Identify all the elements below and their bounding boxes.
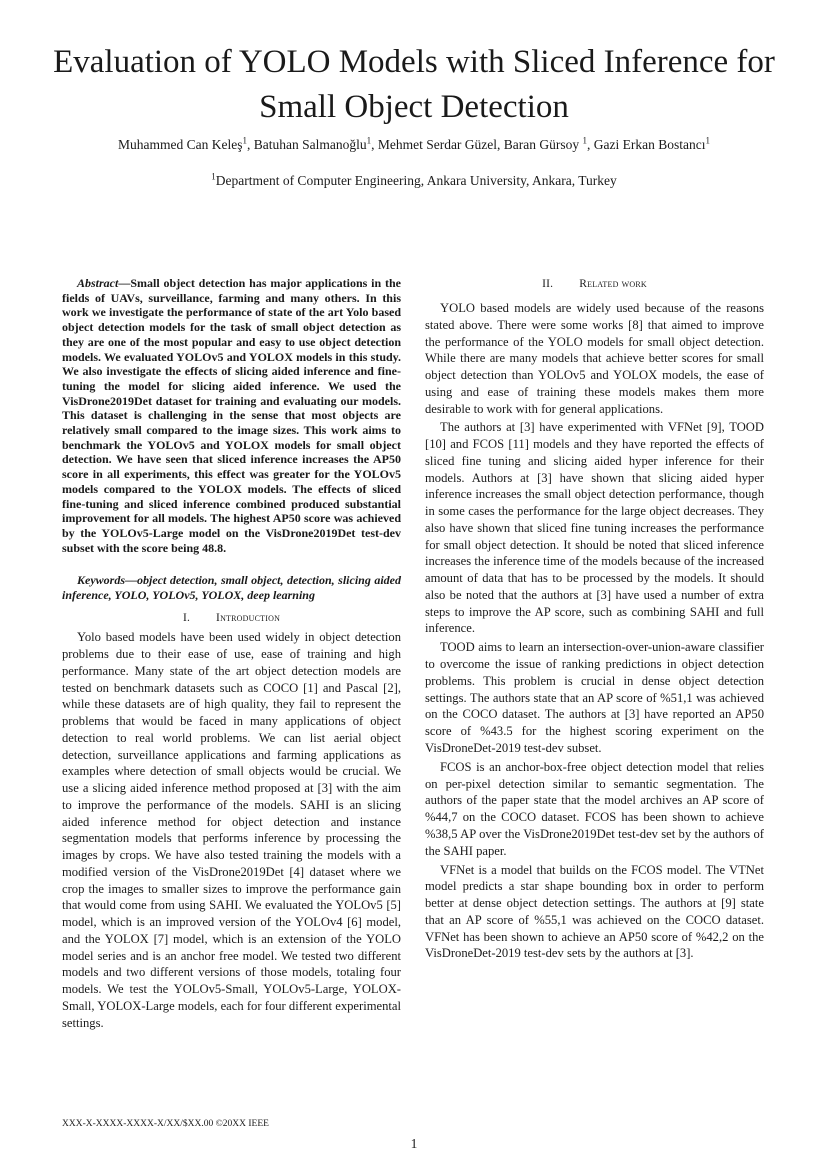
section-heading-related-work — [425, 276, 764, 292]
section-number: I. — [182, 612, 191, 625]
author-name: Muhammed Can Keleş — [117, 137, 243, 152]
section-title: Introduction — [216, 612, 281, 625]
author-list: Muhammed Can Keleş$^1$, Batuhan Salmanoğlu$^1$, Mehmet Serdar Güzel, Baran Gürsoy $^1$, Gazi Erkan Bostancı$^1$ — [117, 135, 710, 152]
keywords-dash: — — [125, 573, 137, 588]
author-name: Batuhan Salmanoğlu — [253, 137, 367, 152]
abstract-lead: Abstract — [77, 276, 119, 290]
page-number: 1 — [410, 1136, 418, 1151]
affiliation-text: Department of Computer Engineering, Ankara University, Ankara, Turkey — [215, 173, 617, 188]
abstract — [62, 276, 401, 555]
paragraph: VFNet is a model that builds on the FCOS model. The VTNet model predicts a star shape bounding box in order to perform better at dense object detection settings. The authors at [9] state that an AP score of %55,1 was achieved on the COCO dataset. VFNet has been shown to achieve an AP50 score of %42,2 on the VisDroneDet-2019 test-dev sets by the authors at [3]. — [425, 862, 764, 961]
paragraph: YOLO based models are widely used because of the reasons stated above. There were some works [8] that aimed to improve the performance of the YOLO models for small object detection. While there are many models that achieve better scores for small object detection than YOLOv5 and YOLOX models, the ease of using and ease of training these models makes them more desirable to work with for general applications. — [425, 301, 764, 416]
paragraph: FCOS is an anchor-box-free object detection model that relies on per-pixel detection similar to semantic segmentation. The authors of the paper state that the model archives an AP score of %44,7 on the COCO dataset. FCOS has been shown to achieve %38,5 AP over the VisDrone2019Det test-dev set by the authors of the SAHI paper. — [425, 759, 764, 858]
author-affiliation-mark: 1 — [242, 135, 247, 146]
section-heading-introduction — [62, 610, 401, 626]
right-column — [425, 276, 764, 964]
paragraph: TOOD aims to learn an intersection-over-union-aware classifier to overcome the issue of ranking predictions in object detection problems. This problem is crucial in dense object detection settings. The authors state that an AP score of %51,1 was achieved on the COCO dataset. The authors at [3] have reported an AP50 score of %43.5 for the highest scoring experiment on the VisDroneDet-2019 test-dev subset. — [425, 640, 764, 755]
copyright-footer: XXX-X-XXXX-XXXX-X/XX/$XX.00 ©20XX IEEE — [62, 1119, 269, 1129]
author-affiliation-mark: 1 — [366, 135, 372, 146]
keywords-lead: Keywords — [77, 573, 125, 588]
paper-title: Evaluation of YOLO Models with Sliced Inference for Small Object Detection — [53, 44, 775, 125]
author-affiliation-mark: 1 — [582, 135, 588, 146]
section-title: Related work — [579, 278, 647, 290]
keywords — [62, 573, 401, 603]
section-number: II. — [542, 278, 554, 290]
paragraph: The authors at [3] have experimented with VFNet [9], TOOD [10] and FCOS [11] models and they have reported the effects of sliced fine tuning and slicing aided hyper inference for their models. Authors at [3] have shown that slicing aided hyper inference increases the small object detection performance, though in some cases the performance for the large object decreases. They also have shown that sliced fine tuning increases the performance for small object detection. It should be noted that sliced inference increases the inference time of the models because of the increased amount of data that has to be processed by the models. It should also be noted that the authors at [3] have used a number of extra steps to improve the AP score, such as combining SAHI and full inference. — [425, 420, 764, 636]
left-column — [62, 276, 401, 1031]
author-name: Baran Gürsoy — [503, 137, 580, 152]
paragraph: Yolo based models have been used widely in object detection problems due to their ease of use, ease of training and high performance. Many state of the art object detection models are tested on benchmark datasets such as COCO [1] and Pascal [2], while these datasets are of high quality, they fail to represent the problems that would be faced in many applications of object detection to real world problems. We can list aerial object detection, surveillance applications and farming applications as examples where detection of small objects would be crucial. We use a slicing aided inference method proposed at [3] with the aim to improve the performance of the models. SAHI is an slicing aided inference method for object detection and instance segmentation models that performs inference by processing the images by crops. We have also tested training the models with a modified version of the VisDrone2019Det [4] dataset where we crop the images to smaller sizes to improve the performance gain that would come from using SAHI. We evaluated the YOLOv5 [5] model, which is an improved version of the YOLOv4 [6] model, and the YOLOX [7] model, which is an extension of the YOLO model series and is an anchor free model. We tested two different models and two different versions of those models, totaling four models. We test the YOLOv5-Small, YOLOv5-Large, YOLOX-Small, YOLOX-Large models, each for four different experimental settings. — [62, 630, 401, 1030]
abstract-text: Small object detection has major applications in the fields of UAVs, surveillance, farming and many others. In this work we investigate the performance of state of the art Yolo based object detection models for the task of small object detection as they are one of the most popular and easy to use object detection models. We evaluated YOLOv5 and YOLOX models in this study. We also investigate the effects of slicing aided inference and fine-tuning the model for slicing aided inference. We used the VisDrone2019Det dataset for training and evaluating our models. This dataset is challenging in the sense that most objects are relatively small compared to the image sizes. This work aims to benchmark the YOLOv5 and YOLOX models for small object detection. We have seen that sliced inference increases the AP50 score in all experiments, this effect was greater for the YOLOv5 models compared to the YOLOX models. The effects of sliced fine-tuning and sliced inference combined produced substantial improvement for all models. The highest AP50 score was achieved by the YOLOv5-Large model on the VisDrone2019Det test-dev subset with the score being 48.8. — [62, 276, 401, 555]
author-name: Gazi Erkan Bostancı — [593, 137, 706, 152]
author-name: Mehmet Serdar Güzel — [377, 137, 498, 152]
affiliation-mark: 1 — [211, 171, 216, 182]
abstract-dash: — — [118, 276, 131, 290]
keywords-text: object detection, small object, detection, slicing aided inference, YOLO, YOLOv5, YOLOX, deep learning — [62, 573, 401, 603]
author-affiliation-mark: 1 — [705, 135, 710, 146]
affiliation — [40, 171, 788, 191]
